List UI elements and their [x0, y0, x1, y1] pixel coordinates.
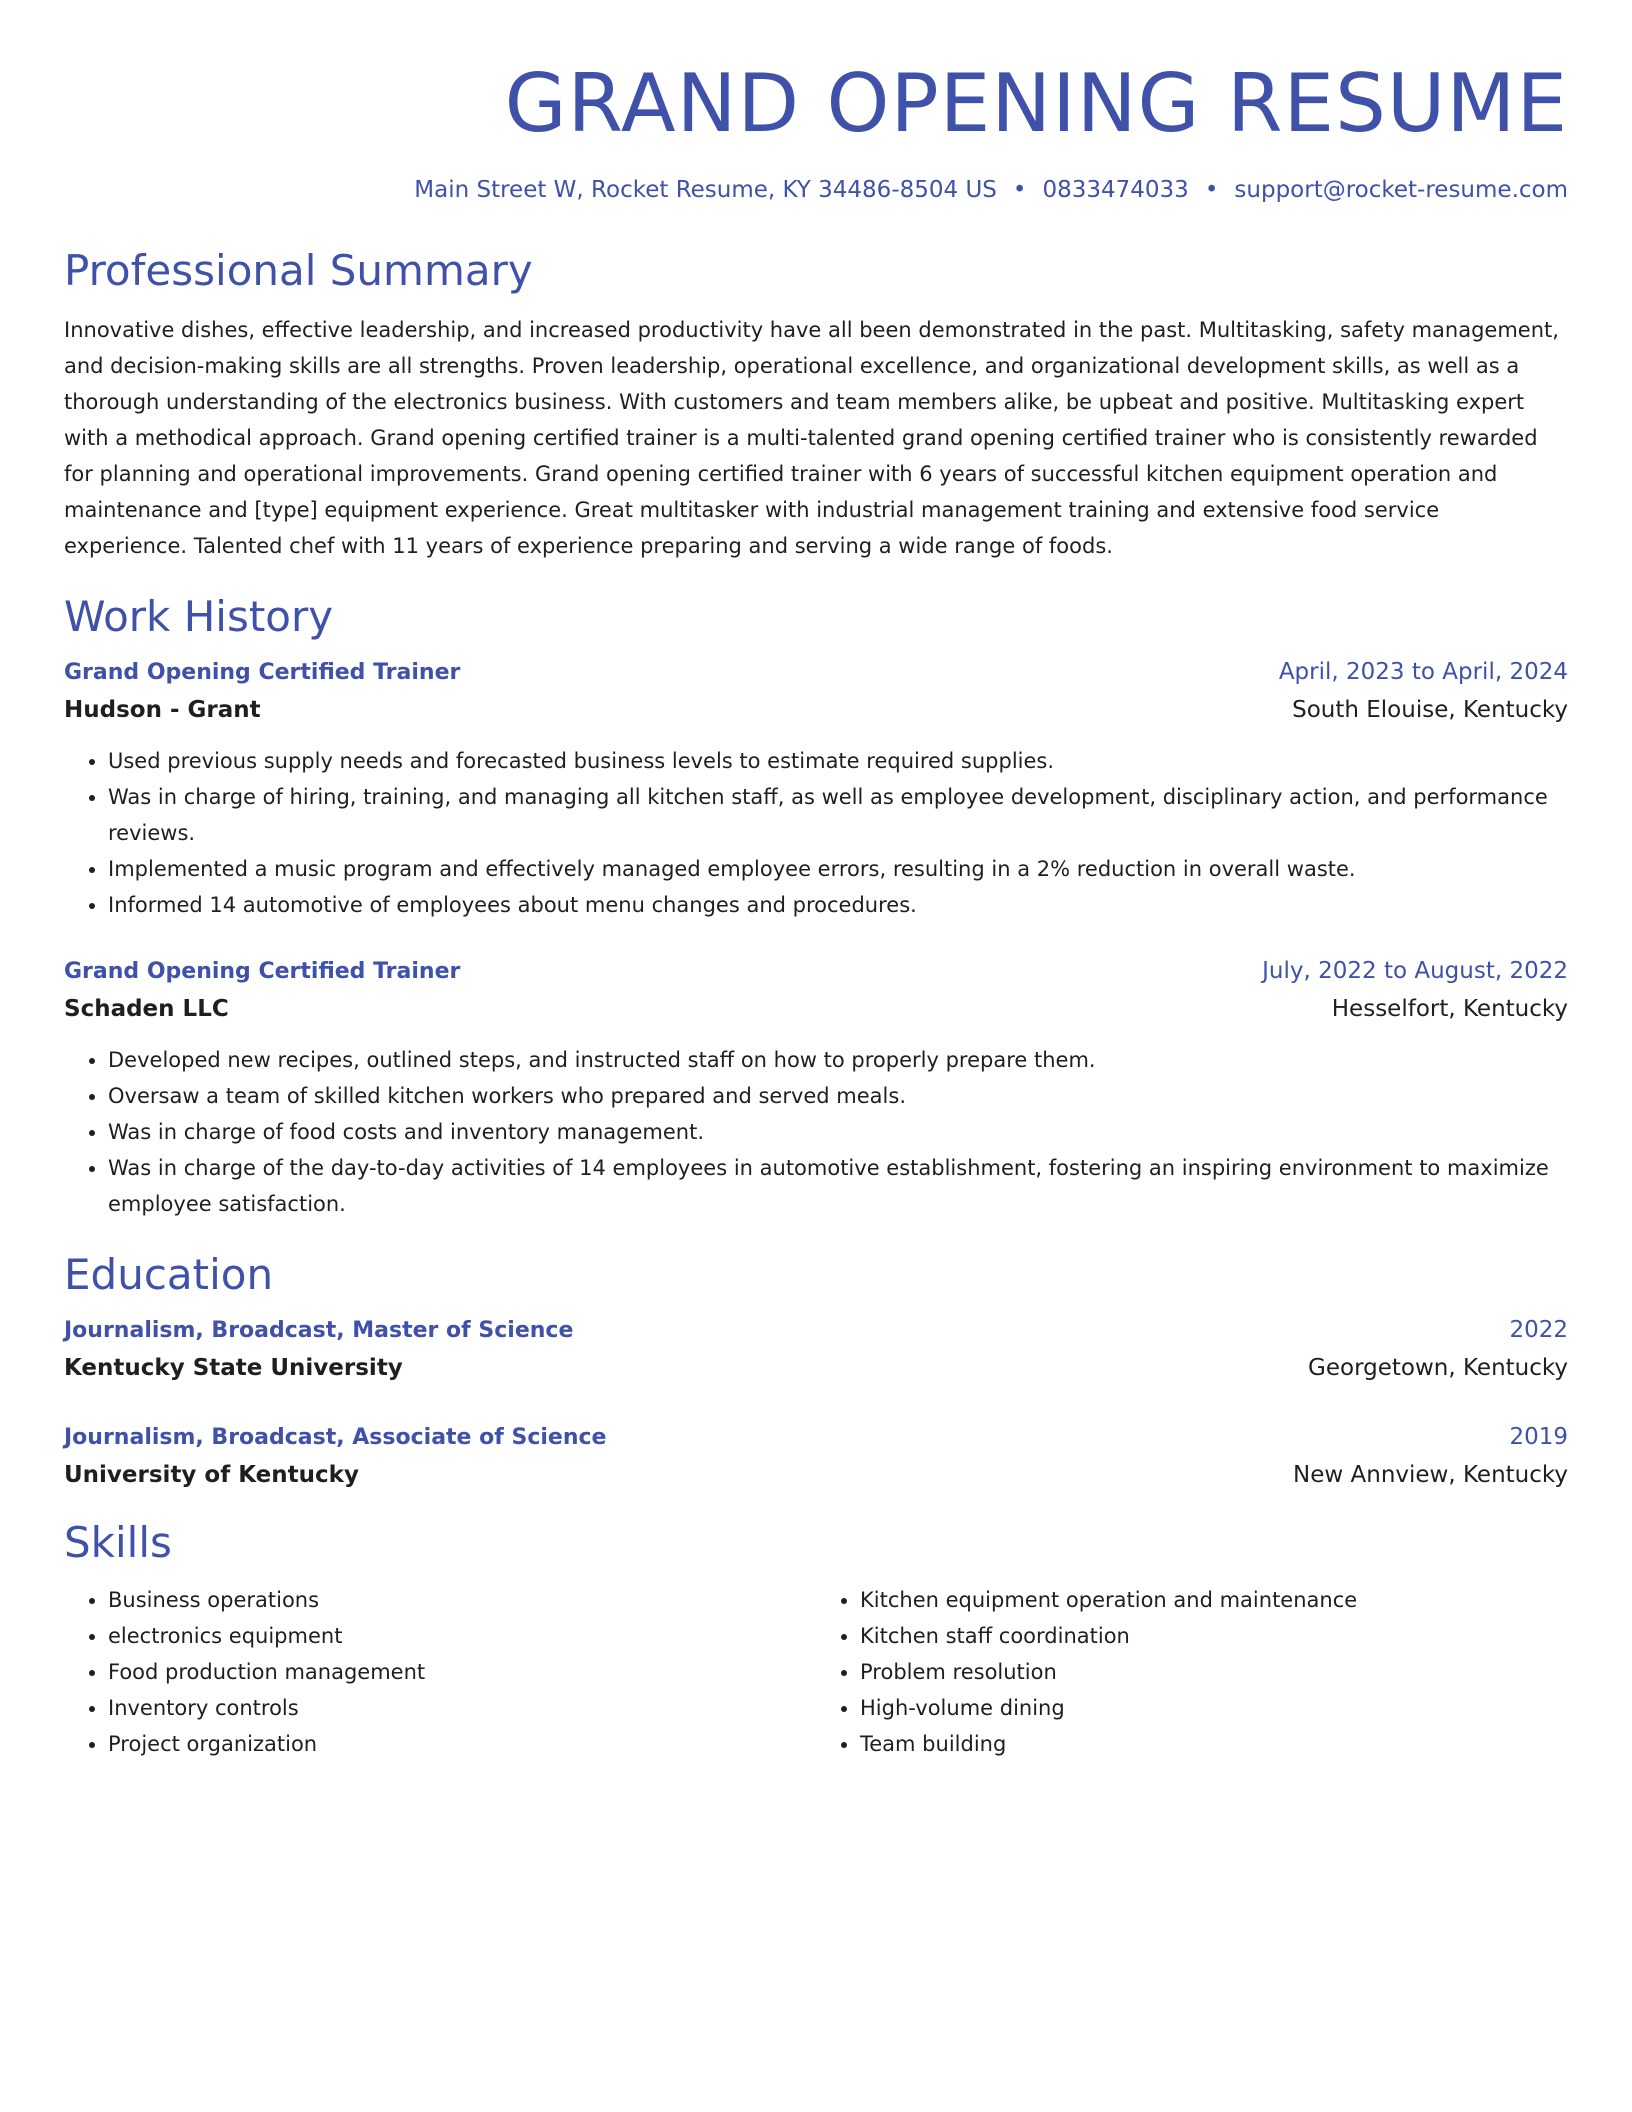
- school-location: Georgetown, Kentucky: [1308, 1355, 1568, 1381]
- school-name: Kentucky State University: [64, 1355, 403, 1381]
- contact-separator: •: [1012, 177, 1027, 203]
- section-title-skills: Skills: [64, 1518, 172, 1567]
- job-bullets: [64, 1042, 1568, 1222]
- job-entry: [64, 654, 1568, 923]
- list-item: • Problem resolution: [860, 1654, 1568, 1690]
- job-bullets: [64, 743, 1568, 923]
- education-header-row: [64, 1312, 1568, 1349]
- job-company: Hudson - Grant: [64, 697, 261, 723]
- summary-section: [64, 246, 1568, 564]
- job-entry: [64, 953, 1568, 1222]
- job-title: Grand Opening Certified Trainer: [64, 660, 461, 685]
- list-item: • Project organization: [108, 1726, 816, 1762]
- list-item: • Team building: [860, 1726, 1568, 1762]
- contact-email: support@rocket-resume.com: [1234, 177, 1568, 203]
- job-dates: April, 2023 to April, 2024: [1278, 659, 1568, 685]
- skills-list-right: [816, 1582, 1568, 1762]
- list-item: • Kitchen staff coordination: [860, 1618, 1568, 1654]
- job-location: South Elouise, Kentucky: [1292, 697, 1568, 723]
- school-name: University of Kentucky: [64, 1462, 359, 1488]
- summary-text: Innovative dishes, effective leadership, and increased productivity have all been demonstrated in the past. Multitasking, safety management, and decision-making skills are all strengths. Proven leadership, operational excellence, and organizational development skills, as well as a thorough understanding of the electronics business. With customers and team members alike, be upbeat and positive. Multitasking expert with a methodical approach. Grand opening certified trainer is a multi-talented grand opening certified trainer who is consistently rewarded for planning and operational improvements. Grand opening certified trainer with 6 years of successful kitchen equipment operation and maintenance and [type] equipment experience. Great multitasker with industrial management training and extensive food service experience. Talented chef with 11 years of experience preparing and serving a wide range of foods.: [64, 318, 1559, 558]
- list-item: • Implemented a music program and effectively managed employee errors, resulting in a 2% reduction in overall waste.: [108, 851, 1568, 887]
- skills-section: [64, 1518, 1568, 1762]
- job-company: Schaden LLC: [64, 996, 229, 1022]
- education-school-row: [64, 1456, 1568, 1494]
- education-year: 2019: [1509, 1424, 1568, 1450]
- candidate-name: GRAND OPENING RESUME: [504, 57, 1568, 150]
- list-item: • Informed 14 automotive of employees about menu changes and procedures.: [108, 887, 1568, 923]
- contact-address: Main Street W, Rocket Resume, KY 34486-8504 US: [414, 177, 997, 203]
- job-location: Hesselfort, Kentucky: [1331, 996, 1568, 1022]
- education-section: [64, 1250, 1568, 1494]
- contact-separator: •: [1204, 177, 1219, 203]
- list-item: • Kitchen equipment operation and maintenance: [860, 1582, 1568, 1618]
- school-location: New Annview, Kentucky: [1293, 1462, 1568, 1488]
- list-item: • Was in charge of food costs and inventory management.: [108, 1114, 1568, 1150]
- contact-phone: 0833474033: [1042, 177, 1189, 203]
- job-company-row: [64, 691, 1568, 729]
- section-title-summary: Professional Summary: [64, 246, 533, 295]
- resume-header: [64, 56, 1568, 206]
- skills-list-left: [64, 1582, 816, 1762]
- list-item: • Oversaw a team of skilled kitchen workers who prepared and served meals.: [108, 1078, 1568, 1114]
- job-company-row: [64, 990, 1568, 1028]
- education-header-row: [64, 1419, 1568, 1456]
- education-entry: [64, 1419, 1568, 1494]
- list-item: • Was in charge of the day-to-day activities of 14 employees in automotive establishment, fostering an inspiring environment to maximize employee satisfaction.: [108, 1150, 1568, 1222]
- degree-title: Journalism, Broadcast, Associate of Science: [64, 1425, 607, 1450]
- section-title-education: Education: [64, 1250, 274, 1299]
- list-item: • Was in charge of hiring, training, and managing all kitchen staff, as well as employee development, disciplinary action, and performance reviews.: [108, 779, 1568, 851]
- education-entry: [64, 1312, 1568, 1387]
- job-dates: July, 2022 to August, 2022: [1262, 958, 1568, 984]
- list-item: • electronics equipment: [108, 1618, 816, 1654]
- list-item: • Used previous supply needs and forecasted business levels to estimate required supplies.: [108, 743, 1568, 779]
- list-item: • Developed new recipes, outlined steps, and instructed staff on how to properly prepare them.: [108, 1042, 1568, 1078]
- work-history-section: [64, 592, 1568, 1222]
- skills-columns: [64, 1582, 1568, 1762]
- job-header-row: [64, 654, 1568, 691]
- list-item: • Business operations: [108, 1582, 816, 1618]
- list-item: • Inventory controls: [108, 1690, 816, 1726]
- list-item: • High-volume dining: [860, 1690, 1568, 1726]
- education-school-row: [64, 1349, 1568, 1387]
- job-header-row: [64, 953, 1568, 990]
- education-year: 2022: [1509, 1317, 1568, 1343]
- contact-line: [64, 174, 1568, 206]
- list-item: • Food production management: [108, 1654, 816, 1690]
- degree-title: Journalism, Broadcast, Master of Science: [64, 1318, 574, 1343]
- section-title-work-history: Work History: [64, 592, 334, 641]
- job-title: Grand Opening Certified Trainer: [64, 959, 461, 984]
